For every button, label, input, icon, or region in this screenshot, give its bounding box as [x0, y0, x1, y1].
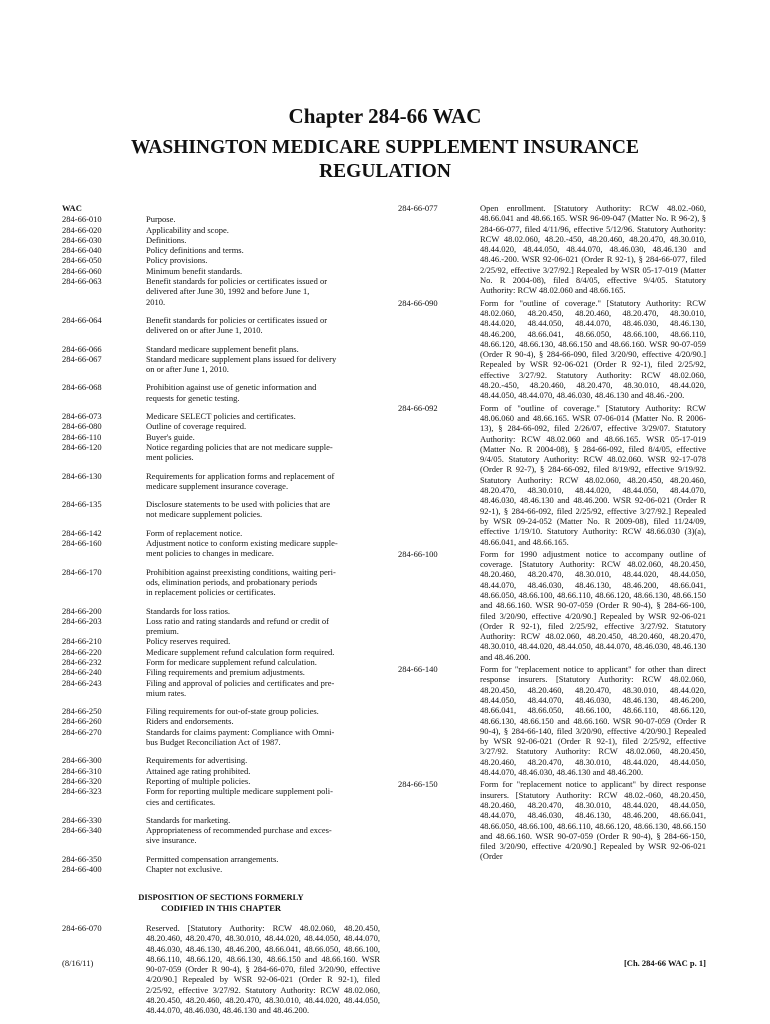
toc-entry [62, 442, 380, 463]
disposition-heading [62, 892, 380, 913]
toc-spacer [62, 336, 380, 344]
toc-entry-title-line: Form of replacement notice. [146, 527, 243, 538]
toc-entry-title-line: Attained age rating prohibited. [146, 765, 251, 776]
toc-entry-title [146, 499, 380, 520]
toc-entry-title-line: Policy definitions and terms. [146, 245, 244, 256]
repealed-section-entry [398, 403, 706, 547]
toc-entry-number: 284-66-073 [62, 411, 102, 422]
toc-entry-title [146, 528, 380, 538]
toc-entry-title-line: Chapter not exclusive. [146, 864, 223, 875]
toc-spacer [62, 403, 380, 411]
toc-entry-title-line: bus Budget Reconciliation Act of 1987. [146, 737, 281, 748]
disposition-heading-line2: CODIFIED IN THIS CHAPTER [160, 902, 282, 913]
toc-entry-title [146, 616, 380, 637]
toc-entry [62, 606, 380, 616]
toc-entry [62, 315, 380, 336]
toc-entry-title-line: Permitted compensation arrangements. [146, 853, 279, 864]
toc-entry [62, 225, 380, 235]
toc-entry-title [146, 755, 380, 765]
toc-spacer [62, 559, 380, 567]
toc-entry-number: 284-66-130 [62, 470, 102, 481]
toc-entry-number: 284-66-067 [62, 353, 102, 364]
toc-entry-title [146, 235, 380, 245]
toc-entry-title-line: ment policies. [146, 452, 194, 463]
toc-spacer [62, 374, 380, 382]
toc-entry-title [146, 344, 380, 354]
toc-entry-number: 284-66-350 [62, 853, 102, 864]
toc-spacer [62, 491, 380, 499]
toc-entry-title-line: Benefit standards for policies or certificates issued or [146, 314, 328, 325]
toc-entry-title-line: Standards for claims payment: Compliance with Omni- [146, 726, 335, 737]
toc-entry-title [146, 225, 380, 235]
section-number: 284-66-100 [398, 548, 438, 559]
toc-entry [62, 716, 380, 726]
toc-entry-title [146, 471, 380, 492]
section-text: Form of "outline of coverage." [Statutory Authority: RCW 48.06.060 and 48.66.165. WSR 07-06-014 (Matter No. R 2006-13), § 284-66-092, filed 2/26/07, effective 3/29/07. Statutory Authority: RCW 48.02.060 and 48.66.165. WSR 05-17-019 (Matter No. R 2004-08), § 284-66-092, filed 8/4/05, effective 9/4/05. Statutory Authority: RCW 48.02.060. WSR 92-17-078 (Order R 92-7), § 284-66-092, filed 8/19/92, effective 9/19/92. Statutory Authority: RCW 48.02.060, 48.20.450, 48.20.460, 48.20.470, 48.30.010, 48.44.020, 48.44.050, 48.44.070, 48.46.030, 48.46.130 and 48.46.200. WSR 92-06-021 (Order R 92-1), § 284-66-092, filed 2/25/92, effective 3/27/92.] Repealed by WSR 09-24-052 (Matter No. R 2009-08), filed 11/24/09, effective 1/19/10. Statutory Authority: RCW 48.66.030 (3)(a), 48.66.041, and 48.66.165. [480, 402, 706, 547]
toc-entry [62, 432, 380, 442]
toc-spacer [62, 846, 380, 854]
toc-entry [62, 235, 380, 245]
toc-entry-title-line: delivered after June 30, 1992 and before June 1, [146, 286, 310, 297]
toc-entry-title-line: Filing and approval of policies and certificates and pre- [146, 677, 335, 688]
toc-entry-title-line: Reporting of multiple policies. [146, 775, 251, 786]
toc-entry-number: 284-66-066 [62, 343, 102, 354]
toc-entry-number: 284-66-400 [62, 864, 102, 875]
toc-entry-title-line: Purpose. [146, 214, 176, 225]
toc-entry-title-line: Form for medicare supplement refund calculation. [146, 656, 317, 667]
toc-entry-title-line: Requirements for advertising. [146, 755, 248, 766]
section-number: 284-66-092 [398, 402, 438, 413]
toc-entry [62, 786, 380, 807]
toc-entry [62, 815, 380, 825]
toc-entry [62, 528, 380, 538]
toc-entry-title [146, 315, 380, 336]
toc-entry-number: 284-66-080 [62, 421, 102, 432]
toc-entry-number: 284-66-330 [62, 814, 102, 825]
repealed-section-entry [398, 298, 706, 401]
repealed-section-entry [398, 203, 706, 296]
toc-entry [62, 647, 380, 657]
toc-entry-title-line: Form for reporting multiple medicare supplement poli- [146, 786, 333, 797]
toc-entry [62, 678, 380, 699]
toc-entry-number: 284-66-010 [62, 214, 102, 225]
toc-entry-title-line: Filing requirements and premium adjustments. [146, 667, 305, 678]
toc-entry-title-line: on or after June 1, 2010. [146, 364, 229, 375]
toc-entry-number: 284-66-203 [62, 615, 102, 626]
toc-entry-title-line: Riders and endorsements. [146, 716, 234, 727]
repealed-section-entry [398, 664, 706, 777]
regulation-title [0, 136, 770, 184]
toc-entry-title-line: Medicare supplement refund calculation form required. [146, 646, 335, 657]
toc-entry [62, 854, 380, 864]
toc-entry-title-line: Outline of coverage required. [146, 421, 247, 432]
toc-entry-title-line: Standard medicare supplement benefit plans. [146, 343, 299, 354]
toc-entry-number: 284-66-260 [62, 716, 102, 727]
toc-entry-title-line: not medicare supplement policies. [146, 509, 263, 520]
toc-entry-number: 284-66-210 [62, 636, 102, 647]
toc-entry-title-line: Minimum benefit standards. [146, 265, 243, 276]
toc-entry-number: 284-66-110 [62, 431, 102, 442]
toc-entry-number: 284-66-068 [62, 382, 102, 393]
section-number: 284-66-150 [398, 779, 438, 790]
regulation-title-line2: REGULATION [319, 161, 451, 182]
toc-entry-title [146, 766, 380, 776]
repealed-section-entry [398, 779, 706, 861]
toc-entry-title-line: Disclosure statements to be used with policies that are [146, 499, 331, 510]
toc-entry-title-line: Appropriateness of recommended purchase and exces- [146, 825, 332, 836]
toc-entry-title [146, 825, 380, 846]
toc-entry-title [146, 716, 380, 726]
toc-entry [62, 245, 380, 255]
toc-entry-title [146, 538, 380, 559]
chapter-title: Chapter 284-66 WAC [288, 104, 482, 128]
toc-entry [62, 766, 380, 776]
disposition-entry [62, 923, 380, 1016]
repealed-section-entry [398, 549, 706, 662]
toc-entry-title [146, 636, 380, 646]
toc-entry-title [146, 647, 380, 657]
toc-entry-title [146, 727, 380, 748]
disposition-heading-line1: DISPOSITION OF SECTIONS FORMERLY [138, 892, 304, 903]
toc-entry-title [146, 276, 380, 307]
section-number: 284-66-090 [398, 297, 438, 308]
toc-entry [62, 471, 380, 492]
toc-entry-title-line: ment policies to changes in medicare. [146, 548, 274, 559]
toc-entry-number: 284-66-310 [62, 765, 102, 776]
toc-entry-title [146, 864, 380, 874]
toc-entry-number: 284-66-064 [62, 314, 102, 325]
footer-page-ref: [Ch. 284-66 WAC p. 1] [623, 958, 706, 968]
toc-entry-title [146, 255, 380, 265]
toc-entry-number: 284-66-220 [62, 646, 102, 657]
toc-entry-number: 284-66-170 [62, 566, 102, 577]
toc-entry-number: 284-66-200 [62, 605, 102, 616]
toc-entry-title-line: Prohibition against preexisting conditions, waiting peri- [146, 566, 336, 577]
toc-list [62, 214, 380, 874]
toc-entry-title [146, 854, 380, 864]
toc-heading: WAC [62, 203, 82, 213]
toc-entry [62, 276, 380, 307]
regulation-title-line1: WASHINGTON MEDICARE SUPPLEMENT INSURANCE [131, 137, 639, 158]
toc-entry [62, 382, 380, 403]
toc-entry-title [146, 606, 380, 616]
toc-entry-title-line: ods, elimination periods, and probationary periods [146, 576, 318, 587]
toc-entry-title-line: Filing requirements for out-of-state group policies. [146, 706, 319, 717]
toc-entry-number: 284-66-250 [62, 706, 102, 717]
toc-entry-title-line: sive insurance. [146, 835, 197, 846]
toc-entry [62, 727, 380, 748]
toc-entry-title-line: cies and certificates. [146, 796, 216, 807]
toc-entry-number: 284-66-300 [62, 755, 102, 766]
toc-entry [62, 667, 380, 677]
toc-entry [62, 354, 380, 375]
section-text: Form for "outline of coverage." [Statutory Authority: RCW 48.02.060, 48.20.450, 48.20.460, 48.20.470, 48.30.010, 48.44.020, 48.44.050, 48.44.070, 48.46.030, 48.46.130, 48.46.200, 48.66.041, 48.66.050, 48.66.100, 48.66.110, 48.66.120, 48.66.130, 48.66.150 and 48.66.160. WSR 90-07-059 (Order R 90-4), § 284-66-090, filed 3/20/90, effective 4/20/90.] Repealed by WSR 92-06-021 (Order R 92-1), filed 2/25/92, effective 3/27/92. Statutory Authority: RCW 48.02.060, 48.20.-450, 48.20.460, 48.20.470, 48.30.010, 48.44.020, 48.44.050, 48.44.070, 48.46.030, 48.46.130 and 48.46.-200. [480, 297, 706, 401]
toc-entry [62, 266, 380, 276]
toc-entry [62, 825, 380, 846]
toc-entry-title-line: Loss ratio and rating standards and refund or credit of [146, 615, 329, 626]
toc-entry-number: 284-66-320 [62, 775, 102, 786]
toc-entry-title-line: in replacement policies or certificates. [146, 587, 276, 598]
toc-spacer [62, 307, 380, 315]
toc-entry-title [146, 245, 380, 255]
toc-spacer [62, 747, 380, 755]
toc-entry-number: 284-66-142 [62, 527, 102, 538]
toc-entry [62, 776, 380, 786]
toc-entry-title [146, 354, 380, 375]
toc-entry-number: 284-66-120 [62, 441, 102, 452]
toc-entry-title-line: Notice regarding policies that are not medicare supple- [146, 441, 333, 452]
toc-entry-number: 284-66-340 [62, 825, 102, 836]
footer-date: (8/16/11) [62, 958, 94, 968]
toc-entry-number: 284-66-240 [62, 667, 102, 678]
toc-entry-number: 284-66-232 [62, 656, 102, 667]
section-number: 284-66-140 [398, 664, 438, 675]
toc-entry-title-line: Applicability and scope. [146, 224, 229, 235]
toc-entry [62, 538, 380, 559]
section-text: Form for "replacement notice to applicant" by direct response insurers. [Statutory Authority: RCW 48.02.-060, 48.20.450, 48.20.460, 48.20.470, 48.30.010, 48.44.020, 48.44.050, 48.44.070, 48.46.030, 48.46.130, 48.46.200, 48.66.041, 48.66.050, 48.66.100, 48.66.110, 48.66.120, 48.66.130, 48.66.150 and 48.66.160. WSR 90-07-059 (Order R 90-4), § 284-66-150, filed 3/20/90, effective 4/20/90.] Repealed by WSR 92-06-021 (Order [480, 779, 706, 862]
toc-entry-title [146, 657, 380, 667]
toc-spacer [62, 520, 380, 528]
section-text: Reserved. [Statutory Authority: RCW 48.02.060, 48.20.450, 48.20.460, 48.20.470, 48.30.010, 48.44.020, 48.44.050, 48.44.070, 48.46.030, 48.46.130, 48.46.200, 48.66.041, 48.66.050, 48.66.100, 48.66.110, 48.66.120, 48.66.130, 48.66.150 and 48.66.160. WSR 90-07-059 (Order R 90-4), § 284-66-070, filed 3/20/90, effective 4/20/90.] Repealed by WSR 92-06-021 (Order R 92-1), filed 2/25/92, effective 3/27/92. Statutory Authority: RCW 48.02.060, 48.20.450, 48.20.460, 48.20.470, 48.30.010, 48.44.020, 48.44.050, 48.44.070, 48.46.030, 48.46.130 and 48.46.200. [146, 922, 380, 1016]
toc-entry [62, 255, 380, 265]
toc-entry-title-line: 2010. [146, 296, 166, 307]
toc-entry-title-line: Policy provisions. [146, 255, 208, 266]
toc-entry-title [146, 567, 380, 598]
toc-entry [62, 657, 380, 667]
toc-entry-number: 284-66-063 [62, 276, 102, 287]
toc-entry-title [146, 411, 380, 421]
toc-entry [62, 411, 380, 421]
toc-entry [62, 567, 380, 598]
toc-entry-number: 284-66-160 [62, 538, 102, 549]
toc-entry [62, 755, 380, 765]
toc-entry-number: 284-66-020 [62, 224, 102, 235]
toc-entry-title-line: medicare supplement insurance coverage. [146, 480, 289, 491]
toc-entry-number: 284-66-243 [62, 677, 102, 688]
toc-entry-title-line: requests for genetic testing. [146, 392, 240, 403]
toc-entry-number: 284-66-050 [62, 255, 102, 266]
section-text: Form for 1990 adjustment notice to accompany outline of coverage. [Statutory Authority: RCW 48.02.060, 48.20.450, 48.20.460, 48.20.470, 48.30.010, 48.44.020, 48.44.050, 48.44.070, 48.46.030, 48.46.130, 48.46.200, 48.66.041, 48.66.050, 48.66.100, 48.66.110, 48.66.120, 48.66.130, 48.66.150 and 48.66.160. WSR 90-07-059 (Order R 90-4), § 284-66-100, filed 3/20/90, effective 4/20/90.] Repealed by WSR 92-06-021 (Order R 92-1), filed 2/25/92, effective 3/27/92. Statutory Authority: RCW 48.02.060, 48.20.450, 48.20.460, 48.20.470, 48.30.010, 48.44.020, 48.44.050, 48.44.070, 48.46.030, 48.46.130 and 48.46.200. [480, 548, 706, 662]
toc-spacer [62, 463, 380, 471]
toc-entry [62, 214, 380, 224]
toc-entry-number: 284-66-060 [62, 265, 102, 276]
toc-entry [62, 499, 380, 520]
toc-entry [62, 636, 380, 646]
toc-entry-title [146, 214, 380, 224]
toc-entry-number: 284-66-030 [62, 234, 102, 245]
toc-spacer [62, 698, 380, 706]
toc-entry-title [146, 266, 380, 276]
toc-entry-title-line: premium. [146, 626, 179, 637]
toc-entry-title-line: Requirements for application forms and replacement of [146, 470, 335, 481]
toc-entry-title-line: delivered on or after June 1, 2010. [146, 325, 263, 336]
toc-entry [62, 616, 380, 637]
toc-entry-title-line: Standards for marketing. [146, 814, 231, 825]
section-number: 284-66-070 [62, 922, 102, 933]
toc-entry-number: 284-66-135 [62, 499, 102, 510]
toc-entry-title-line: mium rates. [146, 687, 187, 698]
toc-entry-title [146, 442, 380, 463]
toc-entry-title [146, 786, 380, 807]
section-text: Open enrollment. [Statutory Authority: RCW 48.02.-060, 48.66.041 and 48.66.165. WSR 96-09-047 (Matter No. R 96-2), § 284-66-077, filed 4/11/96, effective 5/12/96. Statutory Authority: RCW 48.02.060, 48.20.-450, 48.20.460, 48.20.470, 48.30.010, 48.44.020, 48.44.050, 48.44.070, 48.46.030, 48.46.130 and 48.46.-200. WSR 92-06-021 (Order R 92-1), § 284-66-077, filed 2/25/92, effective 3/27/92.] Repealed by WSR 05-17-019 (Matter No. R 2004-08), filed 8/4/05, effective 9/4/05. Statutory Authority: RCW 48.02.060 and 48.66.165. [480, 203, 706, 296]
right-column [398, 203, 706, 864]
toc-entry-title-line: Standard medicare supplement plans issued for delivery [146, 353, 337, 364]
toc-entry-title-line: Buyer's guide. [146, 431, 195, 442]
toc-entry-title [146, 776, 380, 786]
toc-entry-title-line: Benefit standards for policies or certificates issued or [146, 276, 328, 287]
toc-entry-title-line: Policy reserves required. [146, 636, 231, 647]
section-text: Form for "replacement notice to applicant" for other than direct response insurers. [Statutory Authority: RCW 48.02.060, 48.20.450, 48.20.460, 48.20.470, 48.30.010, 48.44.020, 48.44.050, 48.44.070, 48.46.030, 48.46.130, 48.46.200, 48.66.041, 48.66.050, 48.66.100, 48.66.110, 48.66.120, 48.66.130, 48.66.150 and 48.66.160. WSR 90-07-059 (Order R 90-4), § 284-66-140, filed 3/20/90, effective 4/20/90.] Repealed by WSR 92-06-021 (Order R 92-1), filed 2/25/92, effective 3/27/92. Statutory Authority: RCW 48.02.060, 48.20.450, 48.20.460, 48.20.470, 48.30.010, 48.44.020, 48.44.050, 48.44.070, 48.46.030, 48.46.130 and 48.46.200. [480, 664, 706, 778]
toc-entry-title-line: Prohibition against use of genetic information and [146, 382, 317, 393]
toc-entry-title [146, 815, 380, 825]
toc-entry-title-line: Medicare SELECT policies and certificates. [146, 411, 296, 422]
toc-entry-title [146, 667, 380, 677]
toc-entry-title [146, 382, 380, 403]
toc-entry-title-line: Adjustment notice to conform existing medicare supple- [146, 538, 338, 549]
toc-entry [62, 421, 380, 431]
toc-entry-title [146, 678, 380, 699]
toc-entry-number: 284-66-270 [62, 726, 102, 737]
toc-entry [62, 344, 380, 354]
toc-entry-number: 284-66-323 [62, 786, 102, 797]
toc-spacer [62, 598, 380, 606]
toc-entry-title [146, 706, 380, 716]
toc-entry-title-line: Definitions. [146, 234, 187, 245]
toc-entry-number: 284-66-040 [62, 245, 102, 256]
left-column [62, 203, 380, 1016]
toc-entry-title [146, 432, 380, 442]
toc-entry [62, 706, 380, 716]
toc-spacer [62, 807, 380, 815]
toc-entry-title-line: Standards for loss ratios. [146, 605, 231, 616]
section-number: 284-66-077 [398, 203, 438, 213]
toc-entry-title [146, 421, 380, 431]
toc-entry [62, 864, 380, 874]
